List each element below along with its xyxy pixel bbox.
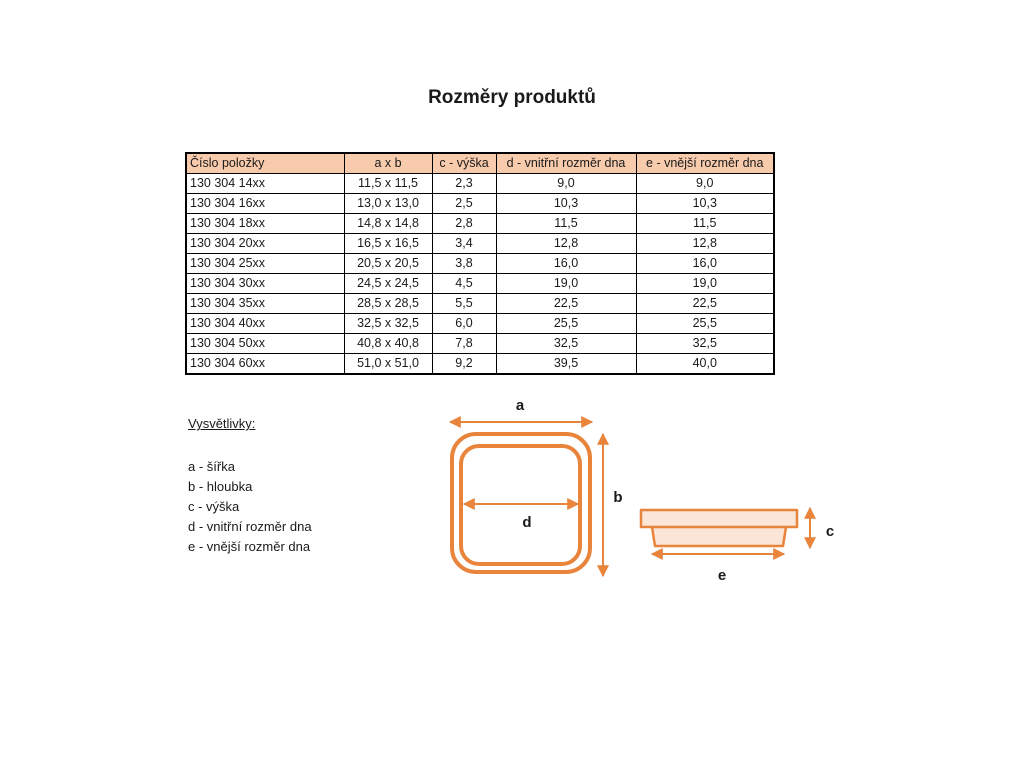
cell-item-number: 130 304 60xx [186,354,344,375]
cell-height: 2,5 [432,194,496,214]
cell-height: 2,8 [432,214,496,234]
cell-height: 6,0 [432,314,496,334]
cell-a-x-b: 24,5 x 24,5 [344,274,432,294]
cell-item-number: 130 304 35xx [186,294,344,314]
cell-outer-bottom: 10,3 [636,194,774,214]
dimension-label-d: d [522,514,532,531]
cell-item-number: 130 304 40xx [186,314,344,334]
cell-a-x-b: 16,5 x 16,5 [344,234,432,254]
cell-item-number: 130 304 50xx [186,334,344,354]
cell-outer-bottom: 12,8 [636,234,774,254]
cell-item-number: 130 304 20xx [186,234,344,254]
cell-inner-bottom: 12,8 [496,234,636,254]
cell-height: 4,5 [432,274,496,294]
tray-side-view [641,510,797,546]
cell-item-number: 130 304 25xx [186,254,344,274]
column-header-outer-bottom: e - vnější rozměr dna [636,153,774,174]
cell-outer-bottom: 11,5 [636,214,774,234]
dimension-label-e: e [717,567,727,584]
cell-a-x-b: 51,0 x 51,0 [344,354,432,375]
column-header-height: c - výška [432,153,496,174]
cell-item-number: 130 304 18xx [186,214,344,234]
cell-inner-bottom: 11,5 [496,214,636,234]
cell-inner-bottom: 9,0 [496,174,636,194]
cell-item-number: 130 304 14xx [186,174,344,194]
legend-title: Vysvětlivky: [188,416,256,431]
cell-inner-bottom: 10,3 [496,194,636,214]
cell-a-x-b: 32,5 x 32,5 [344,314,432,334]
cell-inner-bottom: 32,5 [496,334,636,354]
column-header-item-number: Číslo položky [186,153,344,174]
legend-item-e: e - vnější rozměr dna [188,539,311,554]
cell-a-x-b: 28,5 x 28,5 [344,294,432,314]
cell-height: 2,3 [432,174,496,194]
column-header-inner-bottom: d - vnitřní rozměr dna [496,153,636,174]
cell-inner-bottom: 22,5 [496,294,636,314]
cell-height: 3,4 [432,234,496,254]
cell-outer-bottom: 19,0 [636,274,774,294]
cell-height: 3,8 [432,254,496,274]
cell-height: 7,8 [432,334,496,354]
dimension-label-b: b [613,489,623,506]
legend-item-a: a - šířka [188,459,235,474]
legend-item-c: c - výška [188,499,240,514]
page-title: Rozměry produktů [428,87,596,108]
cell-a-x-b: 13,0 x 13,0 [344,194,432,214]
cell-height: 5,5 [432,294,496,314]
cell-outer-bottom: 32,5 [636,334,774,354]
cell-a-x-b: 20,5 x 20,5 [344,254,432,274]
cell-a-x-b: 14,8 x 14,8 [344,214,432,234]
cell-inner-bottom: 25,5 [496,314,636,334]
dimension-label-a: a [515,397,525,414]
cell-a-x-b: 11,5 x 11,5 [344,174,432,194]
cell-a-x-b: 40,8 x 40,8 [344,334,432,354]
cell-outer-bottom: 25,5 [636,314,774,334]
cell-inner-bottom: 19,0 [496,274,636,294]
cell-outer-bottom: 22,5 [636,294,774,314]
cell-item-number: 130 304 16xx [186,194,344,214]
cell-outer-bottom: 40,0 [636,354,774,375]
cell-inner-bottom: 39,5 [496,354,636,375]
dimension-label-c: c [825,523,835,540]
cell-item-number: 130 304 30xx [186,274,344,294]
cell-outer-bottom: 16,0 [636,254,774,274]
legend-item-b: b - hloubka [188,479,253,494]
column-header-a-x-b: a x b [344,153,432,174]
cell-outer-bottom: 9,0 [636,174,774,194]
legend-item-d: d - vnitřní rozměr dna [188,519,312,534]
cell-height: 9,2 [432,354,496,375]
cell-inner-bottom: 16,0 [496,254,636,274]
